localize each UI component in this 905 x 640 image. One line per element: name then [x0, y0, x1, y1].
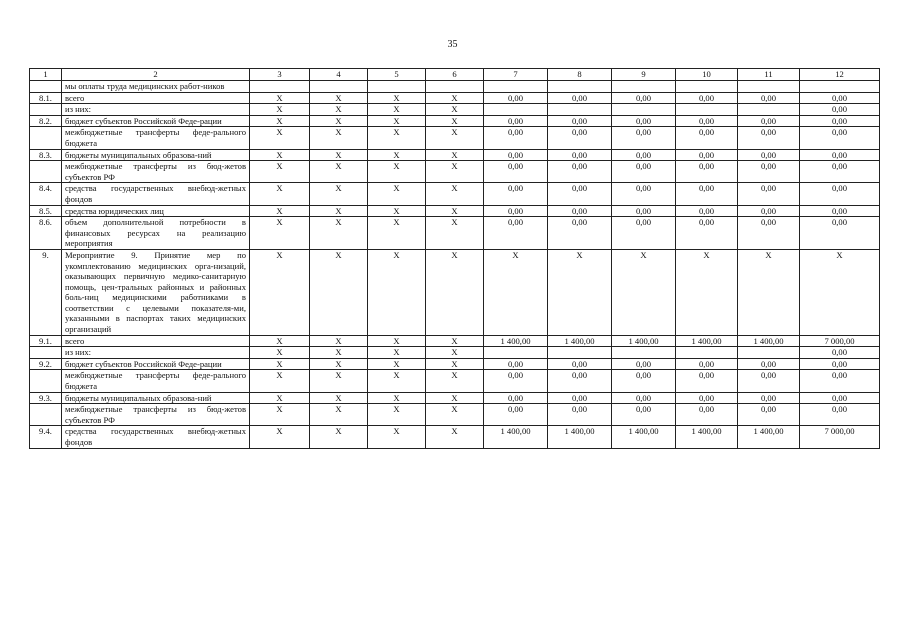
value-cell: 1 400,00 — [738, 335, 800, 347]
value-cell — [738, 81, 800, 93]
value-cell: 7 000,00 — [800, 426, 880, 448]
value-cell: X — [250, 370, 310, 392]
column-number-cell: 8 — [548, 69, 612, 81]
value-cell: X — [548, 249, 612, 335]
value-cell: 0,00 — [484, 161, 548, 183]
value-cell: X — [426, 347, 484, 359]
table-row — [30, 335, 880, 347]
value-cell: 0,00 — [548, 92, 612, 104]
value-cell — [676, 347, 738, 359]
value-cell: X — [368, 217, 426, 250]
row-number-cell: 9.1. — [30, 335, 62, 347]
value-cell: 0,00 — [548, 183, 612, 205]
value-cell — [548, 347, 612, 359]
row-description-cell: бюджеты муниципальных образова-ний — [62, 149, 250, 161]
value-cell: 0,00 — [738, 115, 800, 127]
value-cell: 0,00 — [676, 127, 738, 149]
table-row — [30, 404, 880, 426]
value-cell: X — [368, 249, 426, 335]
value-cell: 0,00 — [484, 92, 548, 104]
column-number-cell: 4 — [310, 69, 368, 81]
row-description-cell: объем дополнительной потребности в финансовых ресурсах на реализацию мероприятия — [62, 217, 250, 250]
value-cell: X — [250, 404, 310, 426]
value-cell: 0,00 — [612, 183, 676, 205]
value-cell: X — [738, 249, 800, 335]
value-cell: 1 400,00 — [548, 426, 612, 448]
value-cell: X — [250, 335, 310, 347]
value-cell: X — [426, 161, 484, 183]
row-number-cell — [30, 347, 62, 359]
value-cell: 0,00 — [484, 127, 548, 149]
row-number-cell: 8.2. — [30, 115, 62, 127]
value-cell: 0,00 — [800, 115, 880, 127]
value-cell: X — [800, 249, 880, 335]
row-number-cell: 9.2. — [30, 358, 62, 370]
value-cell: 0,00 — [612, 115, 676, 127]
value-cell: 0,00 — [676, 404, 738, 426]
table-row — [30, 358, 880, 370]
row-description-cell: средства государственных внебюд-жетных фондов — [62, 183, 250, 205]
value-cell: X — [426, 370, 484, 392]
column-number-cell: 3 — [250, 69, 310, 81]
value-cell: 0,00 — [612, 205, 676, 217]
value-cell: 0,00 — [548, 404, 612, 426]
value-cell: 1 400,00 — [738, 426, 800, 448]
table-row — [30, 183, 880, 205]
value-cell: X — [250, 347, 310, 359]
value-cell: 0,00 — [800, 347, 880, 359]
value-cell: 0,00 — [738, 149, 800, 161]
value-cell: 0,00 — [738, 358, 800, 370]
row-description-cell: средства юридических лиц — [62, 205, 250, 217]
value-cell: X — [310, 426, 368, 448]
value-cell: X — [250, 161, 310, 183]
table-row — [30, 205, 880, 217]
value-cell: 0,00 — [676, 92, 738, 104]
table-row — [30, 149, 880, 161]
value-cell: 0,00 — [738, 205, 800, 217]
table-row — [30, 347, 880, 359]
value-cell — [250, 81, 310, 93]
value-cell — [484, 104, 548, 116]
value-cell: X — [426, 115, 484, 127]
row-number-cell — [30, 81, 62, 93]
value-cell: 0,00 — [800, 127, 880, 149]
value-cell — [548, 81, 612, 93]
value-cell: X — [250, 392, 310, 404]
value-cell: X — [310, 149, 368, 161]
value-cell: 7 000,00 — [800, 335, 880, 347]
value-cell: 0,00 — [484, 404, 548, 426]
value-cell: 0,00 — [612, 92, 676, 104]
value-cell: X — [250, 104, 310, 116]
value-cell: X — [426, 426, 484, 448]
table-row — [30, 249, 880, 335]
value-cell: 0,00 — [676, 370, 738, 392]
table-row — [30, 115, 880, 127]
value-cell: X — [310, 92, 368, 104]
value-cell: 0,00 — [612, 149, 676, 161]
value-cell: 0,00 — [738, 217, 800, 250]
value-cell: 0,00 — [612, 217, 676, 250]
value-cell: X — [368, 115, 426, 127]
value-cell: 0,00 — [484, 149, 548, 161]
value-cell: X — [310, 347, 368, 359]
value-cell: X — [250, 205, 310, 217]
row-number-cell — [30, 404, 62, 426]
column-number-cell: 1 — [30, 69, 62, 81]
value-cell — [738, 104, 800, 116]
value-cell: X — [426, 249, 484, 335]
value-cell: 0,00 — [676, 205, 738, 217]
value-cell: 1 400,00 — [484, 335, 548, 347]
value-cell: 0,00 — [800, 358, 880, 370]
value-cell: 0,00 — [484, 205, 548, 217]
value-cell: 0,00 — [676, 217, 738, 250]
value-cell: 1 400,00 — [676, 426, 738, 448]
value-cell: 0,00 — [484, 358, 548, 370]
value-cell: 0,00 — [800, 205, 880, 217]
value-cell: 0,00 — [612, 404, 676, 426]
value-cell: X — [310, 249, 368, 335]
row-number-cell: 9. — [30, 249, 62, 335]
value-cell: X — [310, 370, 368, 392]
value-cell: X — [368, 92, 426, 104]
row-description-cell: всего — [62, 92, 250, 104]
value-cell: X — [612, 249, 676, 335]
table-row — [30, 392, 880, 404]
value-cell: X — [368, 335, 426, 347]
value-cell: 1 400,00 — [676, 335, 738, 347]
value-cell: 0,00 — [738, 370, 800, 392]
row-description-cell: средства государственных внебюд-жетных фондов — [62, 426, 250, 448]
value-cell: 0,00 — [800, 149, 880, 161]
row-description-cell: бюджеты муниципальных образова-ний — [62, 392, 250, 404]
value-cell: 0,00 — [800, 404, 880, 426]
column-number-cell: 10 — [676, 69, 738, 81]
value-cell: 0,00 — [612, 370, 676, 392]
value-cell: X — [426, 92, 484, 104]
value-cell: X — [368, 404, 426, 426]
value-cell: X — [310, 161, 368, 183]
value-cell: 0,00 — [676, 115, 738, 127]
value-cell: 0,00 — [612, 358, 676, 370]
value-cell: 0,00 — [612, 392, 676, 404]
value-cell — [426, 81, 484, 93]
value-cell: X — [310, 104, 368, 116]
column-number-cell: 12 — [800, 69, 880, 81]
value-cell: 0,00 — [612, 161, 676, 183]
value-cell: 1 400,00 — [612, 426, 676, 448]
row-number-cell — [30, 104, 62, 116]
table-row — [30, 104, 880, 116]
value-cell: 0,00 — [548, 370, 612, 392]
value-cell: X — [250, 217, 310, 250]
row-number-cell: 9.4. — [30, 426, 62, 448]
row-number-cell — [30, 127, 62, 149]
value-cell: 0,00 — [484, 217, 548, 250]
value-cell: X — [368, 392, 426, 404]
value-cell: X — [426, 404, 484, 426]
value-cell — [738, 347, 800, 359]
value-cell: X — [368, 149, 426, 161]
row-description-cell: бюджет субъектов Российской Феде-рации — [62, 115, 250, 127]
column-number-cell: 5 — [368, 69, 426, 81]
value-cell: X — [426, 358, 484, 370]
value-cell: X — [310, 404, 368, 426]
value-cell — [612, 81, 676, 93]
value-cell: 0,00 — [738, 183, 800, 205]
value-cell: 0,00 — [548, 205, 612, 217]
row-number-cell: 8.6. — [30, 217, 62, 250]
value-cell: X — [250, 115, 310, 127]
value-cell: 0,00 — [548, 392, 612, 404]
value-cell: 0,00 — [800, 183, 880, 205]
value-cell — [368, 81, 426, 93]
value-cell: X — [426, 127, 484, 149]
value-cell — [548, 104, 612, 116]
row-description-cell: всего — [62, 335, 250, 347]
value-cell: X — [310, 127, 368, 149]
row-description-cell: межбюджетные трансферты из бюд-жетов субъектов РФ — [62, 404, 250, 426]
table-row — [30, 81, 880, 93]
value-cell: X — [250, 249, 310, 335]
column-number-cell: 6 — [426, 69, 484, 81]
row-description-cell: из них: — [62, 347, 250, 359]
value-cell: 1 400,00 — [612, 335, 676, 347]
value-cell: X — [310, 217, 368, 250]
table-row — [30, 426, 880, 448]
column-number-cell: 11 — [738, 69, 800, 81]
value-cell — [310, 81, 368, 93]
value-cell: 0,00 — [676, 161, 738, 183]
value-cell: X — [426, 217, 484, 250]
value-cell: X — [250, 183, 310, 205]
value-cell: 1 400,00 — [548, 335, 612, 347]
value-cell: X — [368, 426, 426, 448]
value-cell: X — [676, 249, 738, 335]
row-description-cell: межбюджетные трансферты из бюд-жетов субъектов РФ — [62, 161, 250, 183]
row-number-cell — [30, 370, 62, 392]
row-number-cell: 9.3. — [30, 392, 62, 404]
value-cell — [676, 81, 738, 93]
value-cell: 0,00 — [484, 115, 548, 127]
row-description-cell: мы оплаты труда медицинских работ-ников — [62, 81, 250, 93]
row-description-cell: из них: — [62, 104, 250, 116]
value-cell: X — [250, 426, 310, 448]
table-row — [30, 92, 880, 104]
value-cell: X — [426, 183, 484, 205]
row-number-cell: 8.1. — [30, 92, 62, 104]
value-cell: 0,00 — [800, 370, 880, 392]
value-cell: X — [426, 104, 484, 116]
value-cell: X — [310, 115, 368, 127]
value-cell: X — [310, 335, 368, 347]
row-description-cell: Мероприятие 9. Принятие мер по укомплектованию медицинских орга-низаций, оказывающих первичную медико-санитарную помощь, цен-тральных районных и районных боль-ниц медицинскими работниками в соответствии с целевыми показателя-ми, указанными в паспортах таких медицинских организаций — [62, 249, 250, 335]
value-cell: X — [426, 149, 484, 161]
row-description-cell: межбюджетные трансферты феде-рального бюджета — [62, 370, 250, 392]
value-cell: 0,00 — [800, 92, 880, 104]
value-cell: 0,00 — [738, 161, 800, 183]
value-cell: X — [368, 358, 426, 370]
value-cell: X — [484, 249, 548, 335]
value-cell: 0,00 — [800, 104, 880, 116]
row-description-cell: бюджет субъектов Российской Феде-рации — [62, 358, 250, 370]
value-cell: 0,00 — [676, 183, 738, 205]
value-cell: X — [310, 183, 368, 205]
value-cell: 0,00 — [676, 392, 738, 404]
value-cell — [612, 347, 676, 359]
table-row — [30, 127, 880, 149]
value-cell: X — [250, 127, 310, 149]
value-cell: X — [250, 92, 310, 104]
column-number-cell: 9 — [612, 69, 676, 81]
row-number-cell: 8.4. — [30, 183, 62, 205]
value-cell: 0,00 — [548, 358, 612, 370]
value-cell: X — [368, 161, 426, 183]
value-cell: X — [426, 392, 484, 404]
value-cell: 0,00 — [484, 370, 548, 392]
value-cell: 0,00 — [484, 183, 548, 205]
value-cell: X — [368, 205, 426, 217]
funding-table — [29, 68, 880, 449]
value-cell: 0,00 — [612, 127, 676, 149]
table-header-row — [30, 69, 880, 81]
value-cell: 0,00 — [800, 217, 880, 250]
table-row — [30, 370, 880, 392]
value-cell: 0,00 — [738, 392, 800, 404]
value-cell: X — [426, 205, 484, 217]
value-cell: 0,00 — [548, 149, 612, 161]
value-cell: 0,00 — [738, 404, 800, 426]
value-cell: 0,00 — [676, 149, 738, 161]
value-cell: X — [368, 127, 426, 149]
value-cell: X — [310, 205, 368, 217]
row-number-cell: 8.5. — [30, 205, 62, 217]
page-number: 35 — [447, 39, 458, 50]
value-cell: 0,00 — [548, 115, 612, 127]
value-cell: X — [368, 347, 426, 359]
value-cell: X — [250, 358, 310, 370]
value-cell: 0,00 — [676, 358, 738, 370]
value-cell: 0,00 — [738, 127, 800, 149]
column-number-cell: 2 — [62, 69, 250, 81]
value-cell: 0,00 — [548, 217, 612, 250]
value-cell: 1 400,00 — [484, 426, 548, 448]
table-row — [30, 217, 880, 250]
value-cell: X — [426, 335, 484, 347]
row-number-cell — [30, 161, 62, 183]
value-cell: X — [368, 370, 426, 392]
row-description-cell: межбюджетные трансферты феде-рального бюджета — [62, 127, 250, 149]
value-cell: 0,00 — [484, 392, 548, 404]
value-cell: X — [368, 183, 426, 205]
column-number-cell: 7 — [484, 69, 548, 81]
value-cell: 0,00 — [738, 92, 800, 104]
value-cell: X — [250, 149, 310, 161]
value-cell: 0,00 — [800, 161, 880, 183]
value-cell: 0,00 — [548, 161, 612, 183]
value-cell — [484, 81, 548, 93]
value-cell: X — [368, 104, 426, 116]
table-row — [30, 161, 880, 183]
value-cell — [676, 104, 738, 116]
value-cell — [800, 81, 880, 93]
row-number-cell: 8.3. — [30, 149, 62, 161]
value-cell: X — [310, 358, 368, 370]
value-cell — [484, 347, 548, 359]
value-cell: 0,00 — [548, 127, 612, 149]
value-cell — [612, 104, 676, 116]
value-cell: 0,00 — [800, 392, 880, 404]
value-cell: X — [310, 392, 368, 404]
